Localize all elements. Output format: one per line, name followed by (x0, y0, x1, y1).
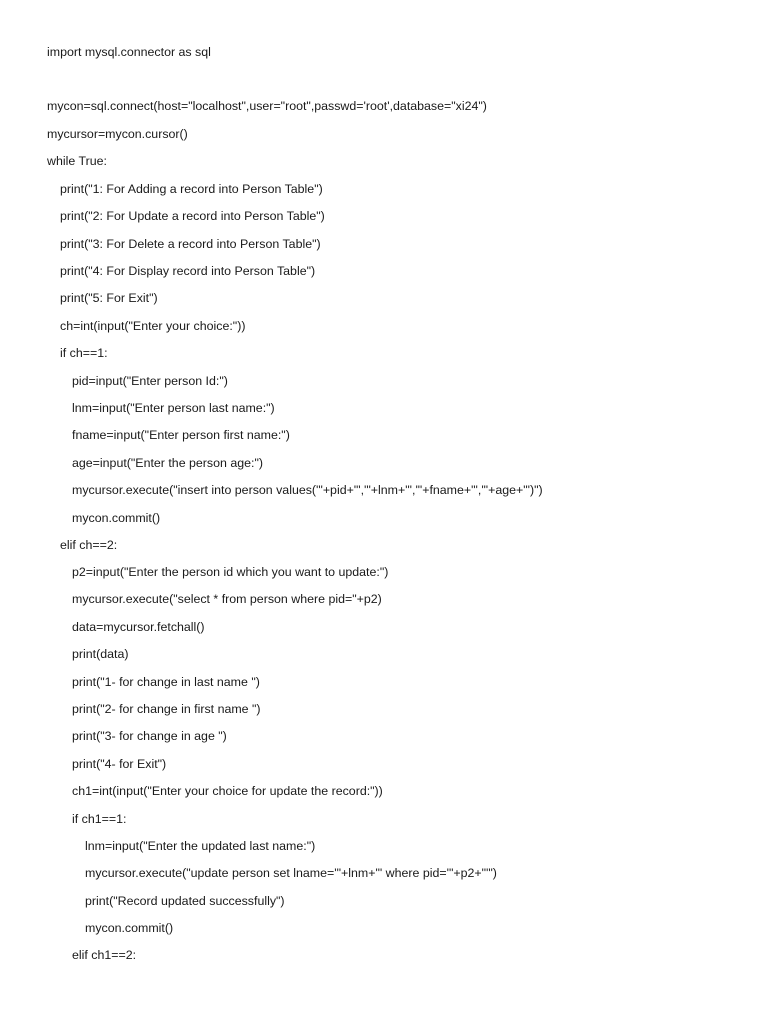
code-line-insert-execute: mycursor.execute("insert into person values('"+pid+"','"+lnm+"','"+fname+"','"+age+"')") (72, 483, 543, 497)
code-line-lnm-input: lnm=input("Enter person last name:") (72, 401, 275, 415)
code-line-print-success: print("Record updated successfully") (85, 894, 285, 908)
code-line-if-ch1: if ch==1: (60, 346, 108, 360)
code-line-print-menu-2: print("2: For Update a record into Person Table") (60, 209, 325, 223)
code-line-updated-lnm-input: lnm=input("Enter the updated last name:") (85, 839, 316, 853)
code-line-choice-input: ch=int(input("Enter your choice:")) (60, 319, 246, 333)
code-line-ch1-input: ch1=int(input("Enter your choice for update the record:")) (72, 784, 383, 798)
code-line-print-sub-1: print("1- for change in last name ") (72, 675, 260, 689)
code-line-print-menu-3: print("3: For Delete a record into Person Table") (60, 237, 321, 251)
code-line-print-menu-5: print("5: For Exit") (60, 291, 158, 305)
code-line-print-menu-1: print("1: For Adding a record into Person Table") (60, 182, 323, 196)
code-line-elif-ch2: elif ch==2: (60, 538, 118, 552)
code-line-fname-input: fname=input("Enter person first name:") (72, 428, 290, 442)
code-line-if-ch1-1: if ch1==1: (72, 812, 127, 826)
code-line-elif-ch1-2: elif ch1==2: (72, 948, 137, 962)
code-line-print-menu-4: print("4: For Display record into Person Table") (60, 264, 316, 278)
code-line-connect: mycon=sql.connect(host="localhost",user="root",passwd='root',database="xi24") (47, 99, 487, 113)
code-line-select-execute: mycursor.execute("select * from person where pid="+p2) (72, 592, 382, 606)
code-line-while: while True: (47, 154, 107, 168)
code-line-print-sub-4: print("4- for Exit") (72, 757, 167, 771)
code-line-cursor: mycursor=mycon.cursor() (47, 127, 188, 141)
code-line-commit-2: mycon.commit() (85, 921, 174, 935)
code-line-print-data: print(data) (72, 647, 129, 661)
code-line-print-sub-3: print("3- for change in age ") (72, 729, 227, 743)
code-line-import: import mysql.connector as sql (47, 45, 211, 59)
code-line-update-execute: mycursor.execute("update person set lname='"+lnm+"' where pid='"+p2+"'") (85, 866, 497, 880)
code-line-fetchall: data=mycursor.fetchall() (72, 620, 205, 634)
code-line-p2-input: p2=input("Enter the person id which you want to update:") (72, 565, 389, 579)
code-line-commit-1: mycon.commit() (72, 511, 161, 525)
code-line-age-input: age=input("Enter the person age:") (72, 456, 263, 470)
code-line-print-sub-2: print("2- for change in first name ") (72, 702, 261, 716)
code-line-pid-input: pid=input("Enter person Id:") (72, 374, 228, 388)
